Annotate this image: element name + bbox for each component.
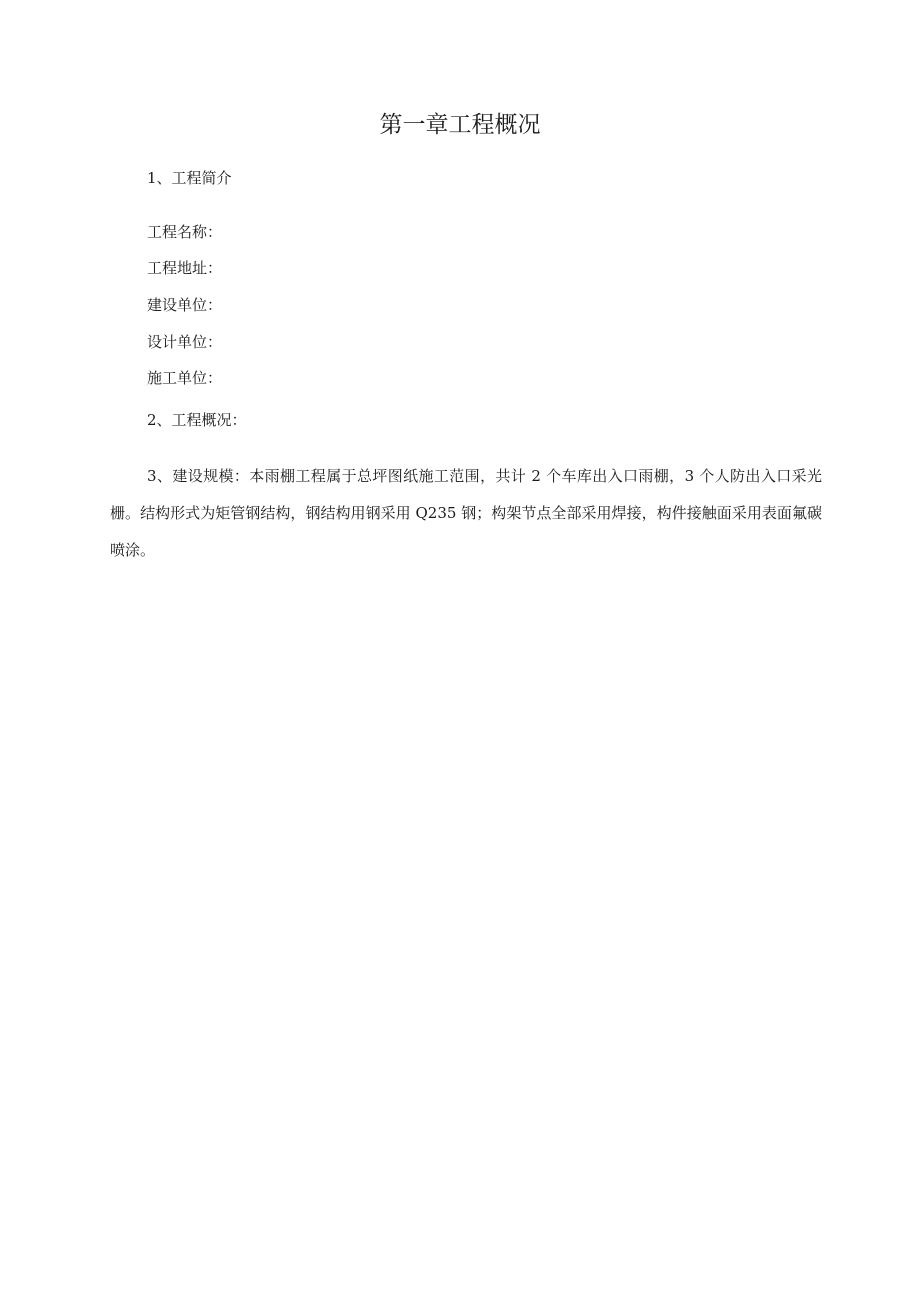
field-design-unit: 设计单位： bbox=[147, 333, 223, 351]
section-3-paragraph: 3、建设规模：本雨棚工程属于总坪图纸施工范围，共计 2 个车库出入口雨棚，3 个人防出入口采光栅。结构形式为矩管钢结构，钢结构用钢采用 Q235 钢；构架节点全部采用焊接，构件接触面采用表面氟碳喷涂。 bbox=[110, 467, 822, 559]
field-construction-unit: 建设单位： bbox=[147, 296, 223, 314]
field-contractor-unit: 施工单位： bbox=[147, 369, 223, 387]
section-1-heading: 1、工程简介 bbox=[147, 169, 232, 187]
section-2-heading: 2、工程概况： bbox=[147, 411, 247, 429]
page-title: 第一章工程概况 bbox=[379, 112, 541, 138]
field-project-name: 工程名称： bbox=[147, 223, 223, 241]
field-project-address: 工程地址： bbox=[147, 259, 223, 277]
